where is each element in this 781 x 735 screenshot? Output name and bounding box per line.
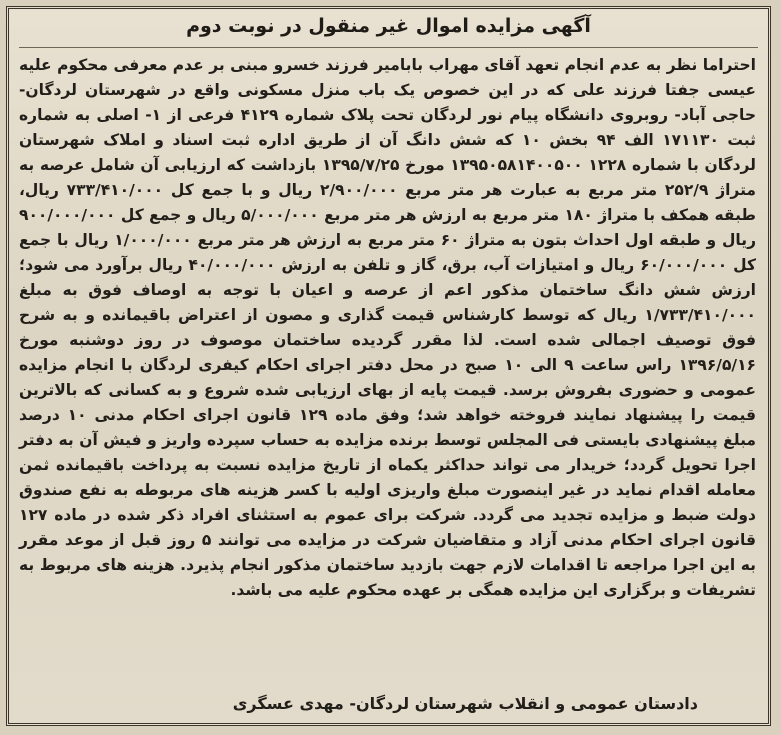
- title-divider: [19, 47, 758, 48]
- notice-signature: دادستان عمومی و انقلاب شهرستان لردگان- مهدی عسگری: [232, 694, 698, 713]
- notice-body: احتراما نظر به عدم انجام تعهد آقای مهراب بابامیر فرزند خسرو مبنی بر عدم معرفی محکوم علیه عیسی جفتا فرزند علی که در این خصوص یک باب منزل مسکونی واقع در شهرستان لردگان- حاجی آباد- روبروی دانشگاه پیام نور لردگان تحت پلاک شماره ۴۱۲۹ فرعی از ۱- اصلی به شماره ثبت ۱۷۱۱۳۰ الف ۹۴ بخش ۱۰ که شش دانگ آن از طریق اداره ثبت اسناد و املاک شهرستان لردگان با شماره ۱۲۲۸ ۱۳۹۵۰۵۸۱۴۰۰۵۰۰ مورخ ۱۳۹۵/۷/۲۵ بازداشت که ارزیابی آن شامل عرصه به متراژ ۲۵۲/۹ متر مربع به عبارت هر متر مربع ۲/۹۰۰/۰۰۰ ریال و با جمع کل ۷۳۳/۴۱۰/۰۰۰ ریال، طبقه همکف با متراژ ۱۸۰ متر مربع به ارزش هر متر مربع ۵/۰۰۰/۰۰۰ ریال و جمع کل ۹۰۰/۰۰۰/۰۰۰ ریال و طبقه اول احداث بتون به متراژ ۶۰ متر مربع به ارزش هر متر مربع ۱/۰۰۰/۰۰۰ ریال با جمع کل ۶۰/۰۰۰/۰۰۰ ریال و امتیازات آب، برق، گاز و تلفن به ارزش ۴۰/۰۰۰/۰۰۰ ریال برآورد می شود؛ ارزش شش دانگ ساختمان مذکور اعم از عرصه و اعیان با توجه به اوصاف فوق به مبلغ ۱/۷۳۳/۴۱۰/۰۰۰ ریال که توسط کارشناس قیمت گذاری و مصون از اعتراض باقیمانده و به شرح فوق توصیف اجمالی شده است. لذا مقرر گردیده ساختمان موصوف در روز دوشنبه مورخ ۱۳۹۶/۵/۱۶ راس ساعت ۹ الی ۱۰ صبح در محل دفتر اجرای احکام کیفری لردگان با انجام مزایده عمومی و حضوری بفروش برسد. قیمت پایه از بهای ارزیابی شده شروع و به کسانی که بالاترین قیمت را پیشنهاد نمایند فروخته خواهد شد؛ وفق ماده ۱۲۹ قانون اجرای احکام مدنی ۱۰ درصد مبلغ پیشنهادی بایستی فی المجلس توسط برنده مزایده به حساب سپرده واریز و فیش آن به دفتر اجرا تحویل گردد؛ خریدار می تواند حداکثر یکماه از تاریخ مزایده نسبت به پرداخت باقیمانده ثمن معامله اقدام نماید در غیر اینصورت مبلغ واریزی اولیه با کسر هزینه های مربوطه به نفع صندوق دولت ضبط و مزایده تجدید می گردد. شرکت برای عموم به استثنای افراد ذکر شده در ماده ۱۲۷ قانون اجرای احکام مدنی آزاد و متقاضیان شرکت در مزایده می توانند ۵ روز قبل از موعد مقرر به این اجرا مراجعه تا اقدامات لازم جهت بازدید ساختمان مذکور انجام پذیرد. هزینه های مربوط به تشریفات و برگزاری این مزایده همگی بر عهده محکوم علیه می باشد.: [19, 56, 757, 599]
- notice-title: آگهی مزایده اموال غیر منقول در نوبت دوم: [186, 15, 591, 37]
- newspaper-clipping: [6, 6, 771, 726]
